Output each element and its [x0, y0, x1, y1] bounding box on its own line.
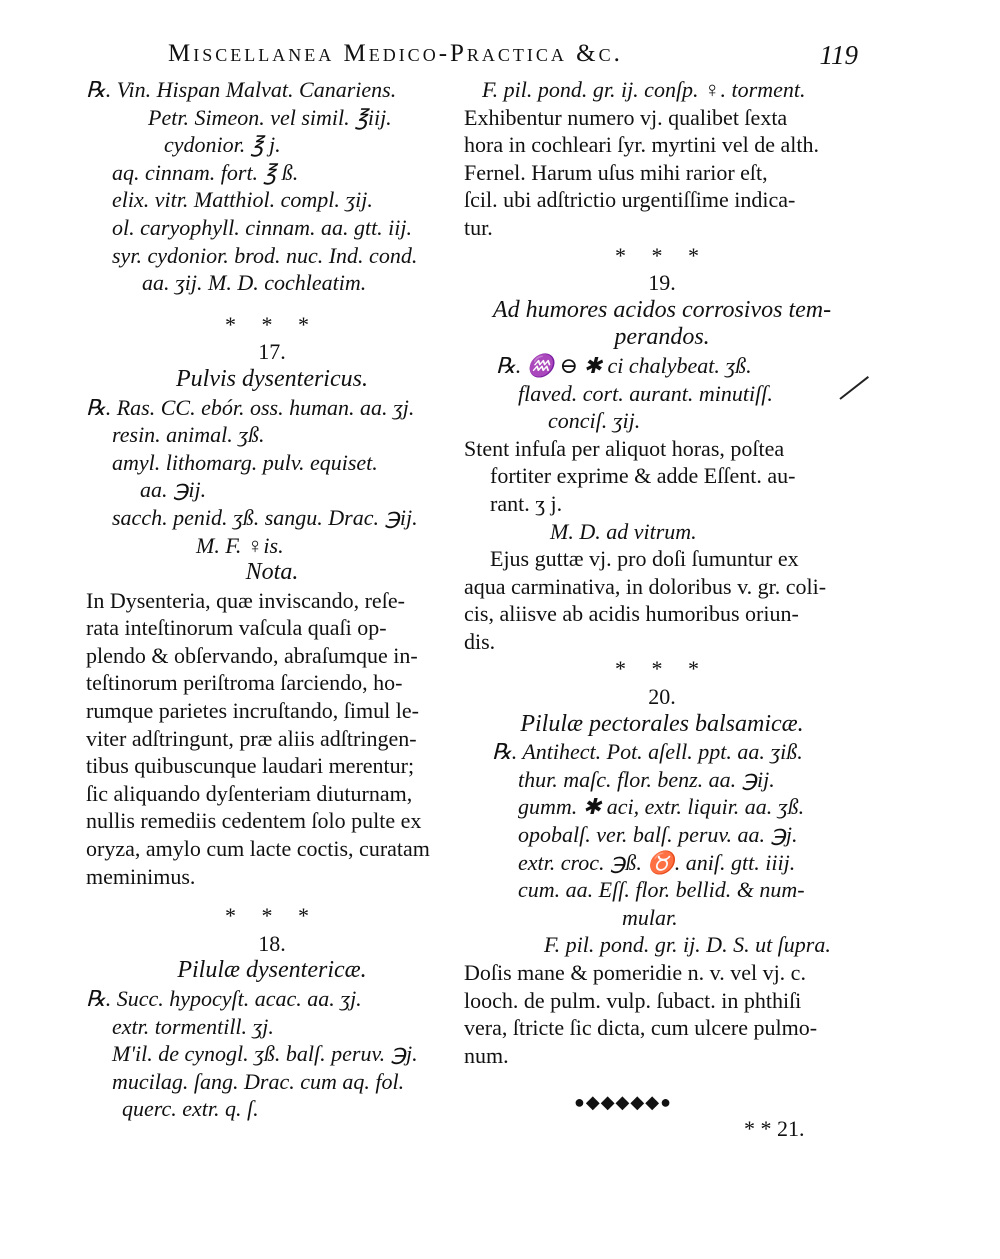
section-stars: * * * — [225, 311, 319, 337]
section-heading: Pilulæ pectorales balsamicæ. — [520, 710, 804, 737]
prose-line: plendo & obſervando, abraſumque in- — [86, 642, 418, 668]
recipe-line: opobalſ. ver. balſ. peruv. aa. ℈j. — [518, 822, 798, 848]
prose-line: Exhibentur numero vj. qualibet ſexta — [464, 104, 788, 130]
recipe-line: cydonior. ℥ j. — [164, 132, 281, 158]
prose-line: dis. — [464, 628, 496, 654]
recipe-line: ℞. Succ. hypocyſt. acac. aa. ʒj. — [86, 986, 362, 1011]
section-stars: * * * — [615, 656, 709, 682]
recipe-line: ol. caryophyll. cinnam. aa. gtt. iij. — [112, 214, 413, 240]
recipe-line: thur. maſc. flor. benz. aa. ℈ij. — [518, 766, 775, 792]
recipe-line: ℞. ♒ ⊖ ✱ ci chalybeat. ʒß. — [496, 352, 752, 378]
recipe-line: F. pil. pond. gr. ij. conſp. ♀. torment. — [482, 77, 806, 102]
prose-line: Ejus guttæ vj. pro doſi ſumuntur ex — [490, 546, 799, 572]
recipe-line: aq. cinnam. fort. ℥ ß. — [112, 159, 299, 185]
prose-line: Stent infuſa per aliquot horas, poſtea — [464, 435, 785, 461]
recipe-line: conciſ. ʒij. — [548, 408, 641, 434]
recipe-line: aa. ʒij. M. D. cochleatim. — [142, 270, 367, 296]
prose-line: rata inteſtinorum vaſcula quaſi op- — [86, 615, 387, 641]
recipe-line: mucilag. ſang. Drac. cum aq. fol. — [112, 1068, 405, 1094]
prose-line: vera, ſtricte ſic dicta, cum ulcere pulmo- — [464, 1015, 818, 1041]
recipe-line: gumm. ✱ aci, extr. liquir. aa. ʒß. — [518, 794, 805, 820]
recipe-line: amyl. lithomarg. pulv. equiset. — [112, 449, 378, 475]
section-number: 18. — [258, 930, 286, 956]
prose-line: looch. de pulm. vulp. ſubact. in phthiſi — [464, 987, 802, 1013]
recipe-line: ℞. Vin. Hispan Malvat. Canariens. — [86, 77, 397, 102]
prose-line: aqua carminativa, in doloribus v. gr. coli- — [464, 573, 827, 599]
prose-line: nullis remediis cedentem ſolo pulte ex — [86, 808, 422, 834]
recipe-line: aa. ℈ij. — [140, 477, 207, 503]
recipe-line: syr. cydonior. brod. nuc. Ind. cond. — [112, 242, 418, 268]
right-column — [464, 76, 860, 1069]
running-title: Miscellanea Medico-Practica &c. — [168, 40, 623, 67]
prose-line: hora in cochleari ſyr. myrtini vel de alth. — [464, 132, 819, 158]
recipe-line: sacch. penid. ʒß. sangu. Drac. ℈ij. — [112, 504, 418, 530]
recipe-line: resin. animal. ʒß. — [112, 422, 265, 448]
prose-line: In Dysenteria, quæ inviscando, reſe- — [86, 587, 405, 613]
section-stars: * * * — [615, 242, 709, 268]
recipe-line: F. pil. pond. gr. ij. D. S. ut ſupra. — [544, 932, 831, 958]
recipe-line: M. F. ♀is. — [196, 532, 284, 558]
prose-line: rant. ʒ j. — [490, 490, 563, 516]
recipe-line: M'il. de cynogl. ʒß. balſ. peruv. ℈j. — [112, 1041, 418, 1067]
section-heading: Pulvis dysentericus. — [176, 365, 368, 392]
running-head — [168, 40, 858, 76]
left-column — [86, 76, 458, 1123]
page-number: 119 — [819, 40, 858, 70]
prose-line: num. — [464, 1042, 509, 1068]
prose-line: rumque parietes incruſtando, ſimul le- — [86, 698, 419, 724]
section-number: 20. — [648, 684, 676, 710]
section-number: 19. — [648, 270, 676, 296]
section-stars: * * * — [225, 903, 319, 929]
prose-line: viter adſtringunt, præ aliis adſtringen- — [86, 725, 417, 751]
recipe-line: elix. vitr. Matthiol. compl. ʒij. — [112, 187, 373, 213]
catchword: * * 21. — [744, 1116, 805, 1141]
recipe-line: extr. croc. ℈ß. ♉. aniſ. gtt. iiij. — [518, 849, 796, 875]
prose-line: meminimus. — [86, 863, 196, 889]
section-heading: Pilulæ dysentericæ. — [177, 957, 367, 984]
recipe-line: ℞. Antihect. Pot. aſell. ppt. aa. ʒiß. — [492, 739, 803, 765]
recipe-line: flaved. cort. aurant. minutiſſ. — [518, 380, 773, 406]
prose-line: tur. — [464, 214, 493, 240]
prose-line: cis, aliisve ab acidis humoribus oriun- — [464, 601, 799, 627]
prose-line: teſtinorum periſtroma ſarciendo, ho- — [86, 670, 403, 696]
recipe-line: M. D. ad vitrum. — [550, 518, 697, 544]
prose-line: tibus quibuscunque laudari merentur; — [86, 753, 415, 779]
prose-line: oryza, amylo cum lacte coctis, curatam — [86, 836, 430, 862]
prose-line: Doſis mane & pomeridie n. v. vel vj. c. — [464, 960, 806, 985]
prose-line: Fernel. Harum uſus mihi rarior eſt, — [464, 159, 768, 185]
prose-line: fortiter exprime & adde Eſſent. au- — [490, 463, 796, 489]
prose-line: ſic aliquando dyſenteriam diuturnam, — [86, 780, 413, 806]
recipe-line: querc. extr. q. ſ. — [122, 1096, 259, 1122]
section-number: 17. — [258, 339, 286, 365]
recipe-line: extr. tormentill. ʒj. — [112, 1013, 274, 1039]
recipe-line: Petr. Simeon. vel simil. ℥iij. — [148, 104, 392, 130]
prose-line: ſcil. ubi adſtrictio urgentiſſime indica- — [464, 187, 796, 213]
section-heading-continued: perandos. — [614, 324, 710, 351]
note-heading: Nota. — [245, 559, 299, 586]
recipe-line: cum. aa. Eſſ. flor. bellid. & num- — [518, 877, 805, 903]
section-heading: Ad humores acidos corrosivos tem- — [492, 296, 832, 323]
recipe-line: ℞. Ras. CC. ebór. oss. human. aa. ʒj. — [86, 394, 415, 420]
recipe-line: mular. — [622, 904, 678, 930]
ornament: ●◆◆◆◆◆● — [574, 1092, 672, 1112]
